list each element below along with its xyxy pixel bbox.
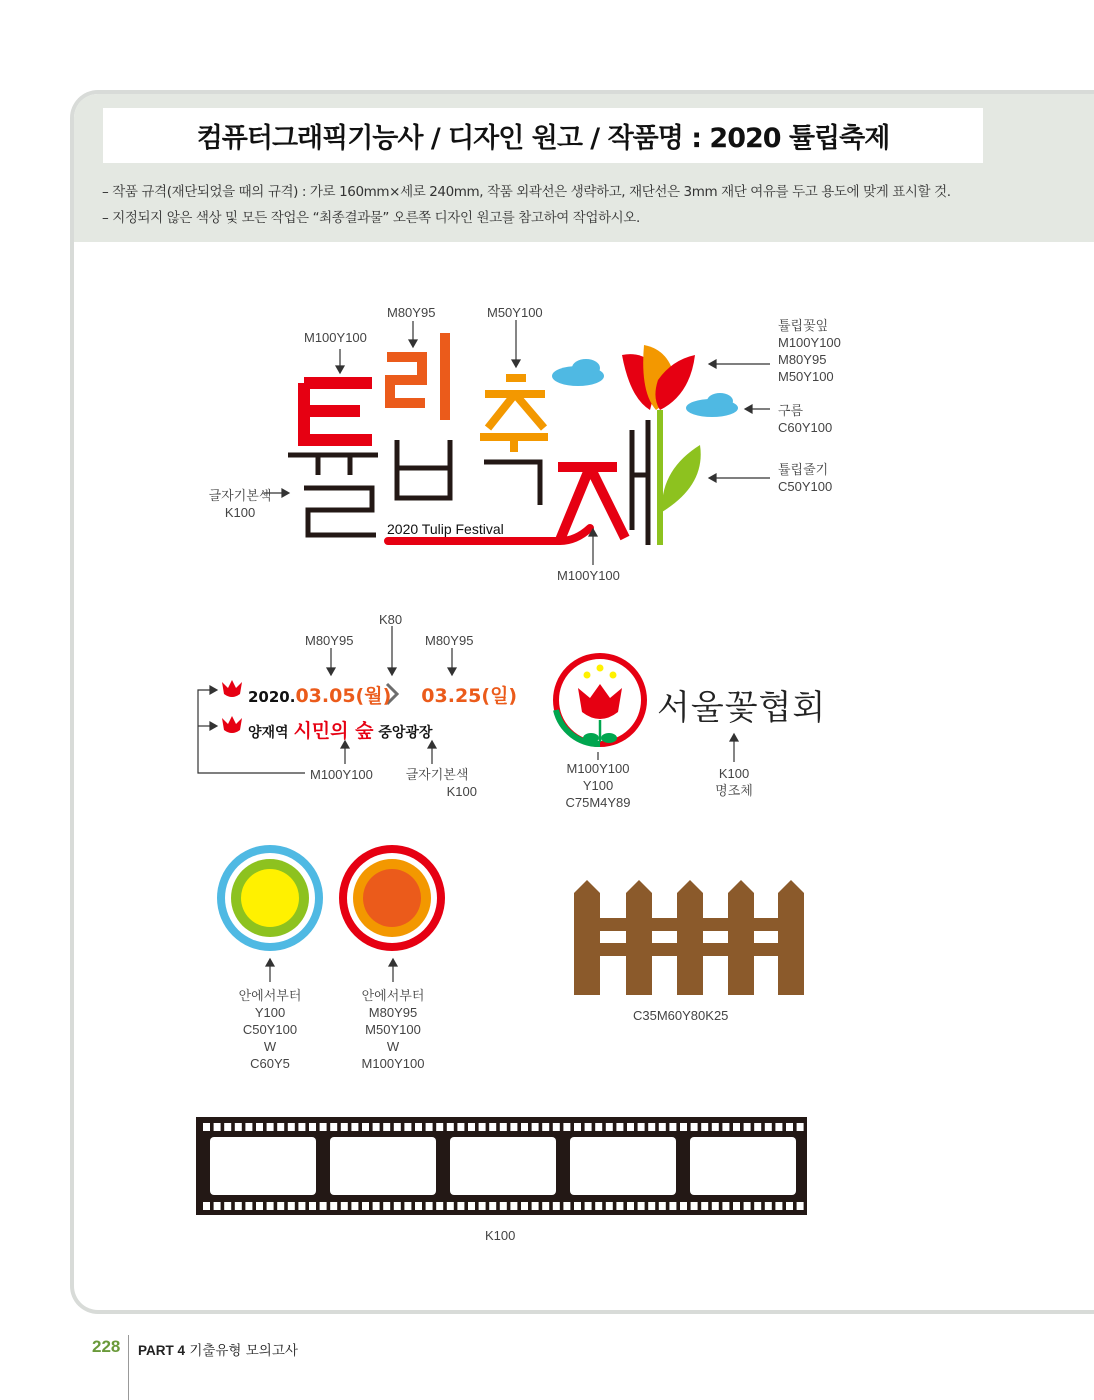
film-hole <box>754 1202 761 1210</box>
film-hole <box>447 1123 454 1131</box>
label-emblem-colors: M100Y100 Y100 C75M4Y89 <box>565 761 631 810</box>
label-fence: C35M60Y80K25 <box>633 1008 729 1023</box>
film-hole <box>627 1123 634 1131</box>
label-film: K100 <box>485 1228 516 1243</box>
film-hole <box>775 1202 782 1210</box>
logo-subtitle: 2020 Tulip Festival <box>387 521 504 537</box>
footer-divider <box>128 1335 129 1400</box>
film-hole <box>468 1123 475 1131</box>
film-hole <box>203 1202 210 1210</box>
film-hole <box>351 1202 358 1210</box>
film-hole <box>510 1202 517 1210</box>
film-hole <box>574 1123 581 1131</box>
event-date-line: 2020. 03.05(월) 03.25(일) <box>248 685 518 707</box>
page-number: 228 <box>92 1337 121 1356</box>
label-petal: 튤립꽃잎 M100Y100 M80Y95 M50Y100 <box>778 318 841 384</box>
label-circle-right: 안에서부터 M80Y95 M50Y100 W M100Y100 <box>361 988 425 1071</box>
film-hole <box>235 1202 242 1210</box>
film-hole <box>426 1202 433 1210</box>
film-hole <box>267 1202 274 1210</box>
film-hole <box>479 1123 486 1131</box>
film-hole <box>691 1123 698 1131</box>
note-line-1: – 작품 규격(재단되었을 때의 규격) : 가로 160mm×세로 240mm, 작품 외곽선은 생략하고, 재단선은 3mm 재단 여유를 두고 용도에 맞게 표시할 것. <box>102 184 951 200</box>
film-hole <box>701 1202 708 1210</box>
film-hole <box>563 1202 570 1210</box>
film-hole <box>320 1202 327 1210</box>
film-hole <box>362 1202 369 1210</box>
film-hole <box>383 1123 390 1131</box>
film-hole <box>563 1123 570 1131</box>
film-hole <box>330 1202 337 1210</box>
film-hole <box>245 1123 252 1131</box>
film-hole <box>744 1123 751 1131</box>
film-hole <box>288 1123 295 1131</box>
film-hole <box>616 1202 623 1210</box>
film-hole <box>394 1202 401 1210</box>
film-hole <box>648 1123 655 1131</box>
film-hole <box>510 1123 517 1131</box>
film-hole <box>415 1123 422 1131</box>
film-hole <box>574 1202 581 1210</box>
film-hole <box>309 1202 316 1210</box>
film-hole <box>447 1202 454 1210</box>
label-text-base: 글자기본색 K100 <box>208 488 272 520</box>
film-hole <box>765 1123 772 1131</box>
film-hole <box>765 1202 772 1210</box>
label-association-font: K100 명조체 <box>715 766 753 798</box>
association-name: 서울꽃협회 <box>657 688 827 728</box>
film-hole <box>733 1123 740 1131</box>
film-hole <box>553 1123 560 1131</box>
film-hole <box>277 1202 284 1210</box>
film-hole <box>298 1202 305 1210</box>
film-hole <box>616 1123 623 1131</box>
film-hole <box>373 1123 380 1131</box>
film-hole <box>383 1202 390 1210</box>
film-hole <box>457 1123 464 1131</box>
film-hole <box>532 1123 539 1131</box>
note-line-2: – 지정되지 않은 색상 및 모든 작업은 “최종결과물” 오른쪽 디자인 원고를 참고하여 작업하시오. <box>102 210 640 226</box>
film-hole <box>744 1202 751 1210</box>
film-hole <box>775 1123 782 1131</box>
label-cloud: 구름 C60Y100 <box>778 403 833 435</box>
film-hole <box>797 1202 804 1210</box>
film-hole <box>277 1123 284 1131</box>
label-event-m100y100: M100Y100 <box>310 767 373 782</box>
film-hole <box>245 1202 252 1210</box>
film-hole <box>330 1123 337 1131</box>
film-hole <box>595 1202 602 1210</box>
film-hole <box>797 1123 804 1131</box>
film-hole <box>341 1202 348 1210</box>
footer-section: PART 4 기출유형 모의고사 <box>138 1343 298 1359</box>
film-hole <box>553 1202 560 1210</box>
film-hole <box>691 1202 698 1210</box>
film-hole <box>712 1123 719 1131</box>
film-hole <box>468 1202 475 1210</box>
label-event-m80y95-right: M80Y95 <box>425 633 474 648</box>
film-hole <box>288 1202 295 1210</box>
film-hole <box>595 1123 602 1131</box>
film-hole <box>542 1202 549 1210</box>
film-hole <box>489 1123 496 1131</box>
film-hole <box>224 1123 231 1131</box>
film-hole <box>309 1123 316 1131</box>
label-logo-m50y100: M50Y100 <box>487 305 543 320</box>
film-hole <box>669 1123 676 1131</box>
film-hole <box>606 1202 613 1210</box>
film-hole <box>521 1202 528 1210</box>
label-event-m80y95-left: M80Y95 <box>305 633 354 648</box>
label-logo-bottom: M100Y100 <box>557 568 620 583</box>
film-hole <box>256 1123 263 1131</box>
film-hole <box>351 1123 358 1131</box>
film-hole <box>627 1202 634 1210</box>
film-hole <box>404 1202 411 1210</box>
label-event-text-base: 글자기본색 K100 <box>405 767 477 799</box>
film-hole <box>712 1202 719 1210</box>
label-event-k80: K80 <box>379 612 403 627</box>
film-hole <box>659 1202 666 1210</box>
film-hole <box>638 1123 645 1131</box>
film-hole <box>722 1123 729 1131</box>
film-hole <box>457 1202 464 1210</box>
film-hole <box>500 1202 507 1210</box>
film-hole <box>500 1123 507 1131</box>
film-hole <box>415 1202 422 1210</box>
label-logo-m80y95: M80Y95 <box>387 305 436 320</box>
film-hole <box>298 1123 305 1131</box>
film-hole <box>479 1202 486 1210</box>
film-hole <box>489 1202 496 1210</box>
film-hole <box>235 1123 242 1131</box>
label-logo-m100y100: M100Y100 <box>304 330 367 345</box>
film-hole <box>521 1123 528 1131</box>
film-hole <box>203 1123 210 1131</box>
film-hole <box>754 1123 761 1131</box>
film-hole <box>585 1123 592 1131</box>
film-hole <box>786 1123 793 1131</box>
film-hole <box>394 1123 401 1131</box>
film-hole <box>320 1123 327 1131</box>
page-title: 컴퓨터그래픽기능사 / 디자인 원고 / 작품명 : 2020 튤립축제 <box>196 123 890 154</box>
film-hole <box>362 1123 369 1131</box>
film-hole <box>606 1123 613 1131</box>
film-hole <box>267 1123 274 1131</box>
film-hole <box>224 1202 231 1210</box>
film-hole <box>436 1202 443 1210</box>
film-hole <box>256 1202 263 1210</box>
film-hole <box>701 1123 708 1131</box>
film-hole <box>648 1202 655 1210</box>
film-hole <box>426 1123 433 1131</box>
film-hole <box>786 1202 793 1210</box>
event-place-line: 양재역 시민의 숲 중앙광장 <box>248 720 433 742</box>
film-hole <box>669 1202 676 1210</box>
label-circle-left: 안에서부터 Y100 C50Y100 W C60Y5 <box>238 988 302 1071</box>
film-hole <box>680 1202 687 1210</box>
film-hole <box>214 1202 221 1210</box>
film-hole <box>680 1123 687 1131</box>
film-hole <box>638 1202 645 1210</box>
film-hole <box>341 1123 348 1131</box>
film-hole <box>532 1202 539 1210</box>
film-hole <box>436 1123 443 1131</box>
label-stem: 튤립줄기 C50Y100 <box>778 462 833 494</box>
film-hole <box>722 1202 729 1210</box>
film-hole <box>542 1123 549 1131</box>
film-hole <box>585 1202 592 1210</box>
film-hole <box>404 1123 411 1131</box>
film-hole <box>733 1202 740 1210</box>
film-hole <box>214 1123 221 1131</box>
film-hole <box>659 1123 666 1131</box>
film-hole <box>373 1202 380 1210</box>
